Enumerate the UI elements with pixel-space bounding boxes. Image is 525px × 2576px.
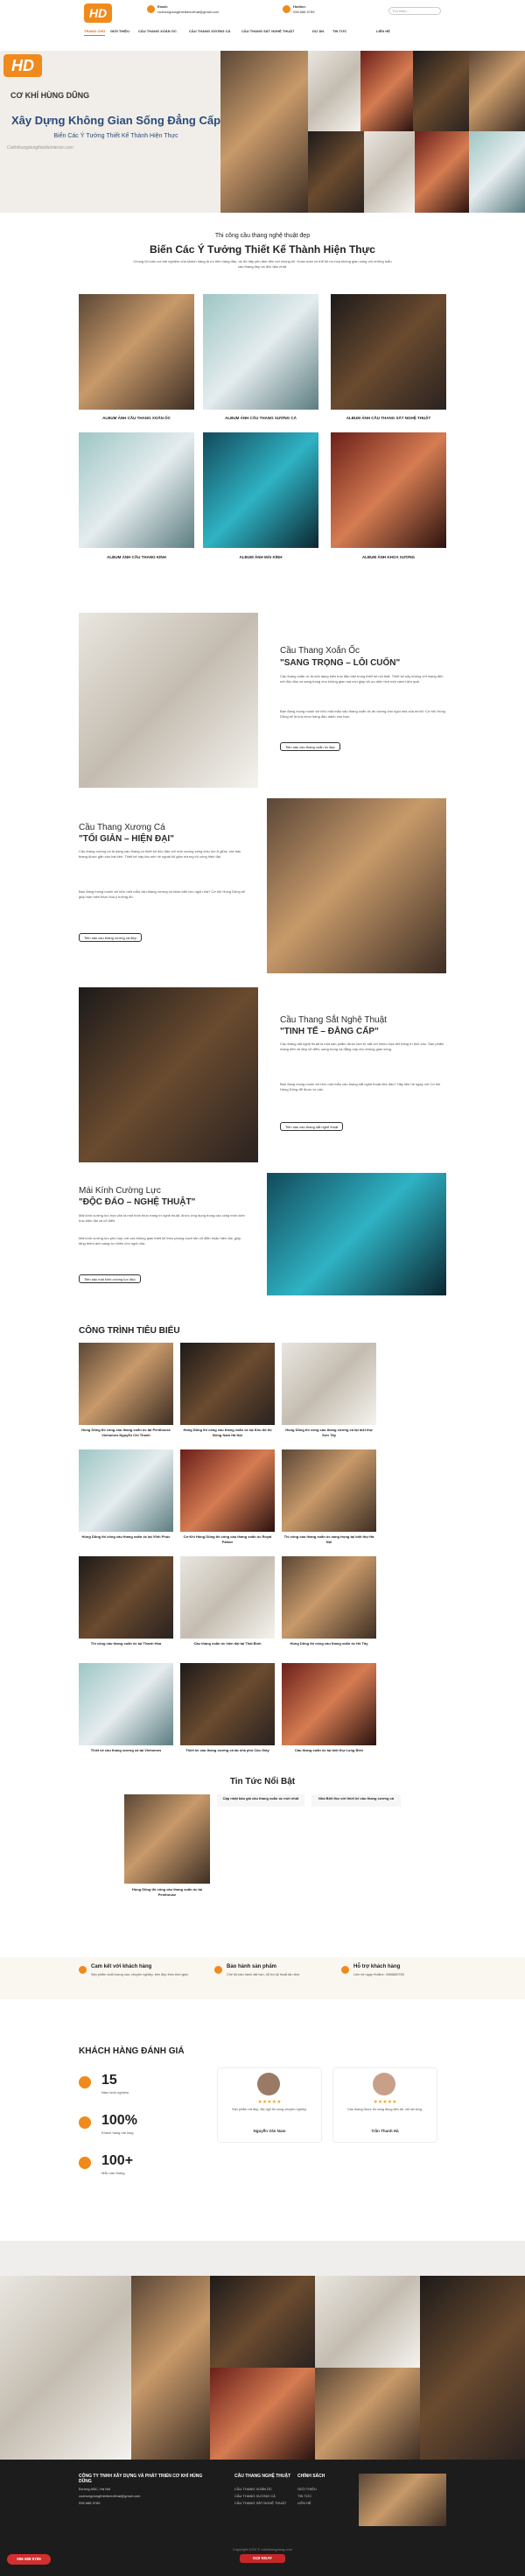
nav-item-projects[interactable]: DỰ ÁN xyxy=(312,29,325,33)
satisfaction-icon xyxy=(79,2116,91,2129)
gallery-sketch-image xyxy=(0,2276,131,2460)
work-title[interactable]: Thi công cầu thang xoắn ốc tại Thanh Hóa xyxy=(90,1641,162,1646)
stat-label-3: Mẫu cầu thang xyxy=(102,2171,125,2175)
hero-image-7 xyxy=(364,131,415,213)
footer-link-art[interactable]: CẦU THANG SẮT NGHỆ THUẬT xyxy=(234,2501,287,2505)
album-image-art[interactable] xyxy=(331,294,446,410)
work-title[interactable]: Cầu thang xoắn ốc tại biệt thự Long Biên xyxy=(294,1748,364,1752)
feature-quote-fishbone: "TỐI GIẢN – HIỆN ĐẠI" xyxy=(79,834,174,844)
avatar xyxy=(373,2073,396,2095)
commitment-icon xyxy=(79,1966,87,1974)
gallery-image-5 xyxy=(315,2368,420,2460)
footer-copyright: Copyright 2024 © cokhihungdung.com xyxy=(232,2547,293,2551)
nav-item-home[interactable]: TRANG CHỦ xyxy=(84,29,105,33)
feature-text-fishbone-1: Cầu thang xương cá là dạng cầu thang có thiết kế độc đáo với một xương sống chịu lực ở giữa, các bậc thang được gắn vào hai bên. Thiết kế này tạo nên vẻ ngoài tối giản nhưng vô cùng hiện đại. xyxy=(79,849,242,859)
work-image[interactable] xyxy=(79,1449,173,1532)
work-title[interactable]: Cơ Khí Hùng Dũng thi công cầu thang xoắn ốc Royal Palace xyxy=(183,1534,272,1544)
hero-brand: CƠ KHÍ HÙNG DŨNG xyxy=(10,91,90,100)
feature-image-fishbone xyxy=(267,798,446,973)
site-header xyxy=(0,0,525,40)
album-image-frame[interactable] xyxy=(331,432,446,548)
benefit-text-3: Liên hệ ngay Hotline: 0966889789 xyxy=(354,1973,404,1976)
footer-link-about[interactable]: GIỚI THIỆU xyxy=(298,2487,317,2491)
work-image[interactable] xyxy=(180,1663,275,1745)
benefit-title-2: Bảo hành sản phẩm xyxy=(227,1964,277,1969)
feature-button-fishbone[interactable]: Tiến sâu cầu thang xương cá đẹp xyxy=(79,933,142,942)
work-title[interactable]: Hùng Dũng thi công cầu thang xoắn ốc tại Khu đô thị Đông Nam Hà Nội xyxy=(183,1428,272,1437)
work-title[interactable]: Thiết kế cầu thang xương cá tại nhà phố Cầu Giấy xyxy=(186,1748,270,1752)
feature-button-art[interactable]: Tiến sâu cầu thang sắt nghệ thuật xyxy=(280,1122,343,1131)
feature-text-art-1: Cầu thang sắt nghệ thuật là một sản phẩm được làm từ sắt với nhiều họa tiết trang trí tinh xảo. Sản phẩm mang đến vẻ đẹp cổ điển, sang trọng và đẳng cấp cho không gian sống. xyxy=(280,1042,444,1051)
hero-banner xyxy=(0,51,525,213)
feature-title-fishbone: Cầu Thang Xương Cá xyxy=(79,823,165,832)
phone-icon xyxy=(283,5,290,13)
call-now-button[interactable]: GỌI NGAY xyxy=(240,2554,285,2563)
gallery-image-3 xyxy=(210,2368,315,2460)
album-label-glass[interactable]: ALBUM ẢNH CẦU THANG KÍNH xyxy=(107,555,166,559)
hero-image-5 xyxy=(469,51,525,131)
footer-link-fishbone[interactable]: CẦU THANG XƯƠNG CÁ xyxy=(234,2494,276,2498)
hero-image-2 xyxy=(308,51,360,131)
feature-image-spiral xyxy=(79,613,258,788)
work-image[interactable] xyxy=(282,1343,376,1425)
stat-number-1: 15 xyxy=(102,2073,117,2088)
intro-title: Biến Các Ý Tưởng Thiết Kế Thành Hiện Thực xyxy=(150,243,375,256)
work-title[interactable]: Hùng Dũng thi công cầu thang xoắn ốc tại Vĩnh Phúc xyxy=(81,1534,171,1539)
intro-kicker: Thi công cầu thang nghệ thuật đẹp xyxy=(214,233,311,239)
album-label-fishbone[interactable]: ALBUM ẢNH CẦU THANG XƯƠNG CÁ xyxy=(225,416,297,420)
hero-title: Xây Dựng Không Gian Sống Đẳng Cấp xyxy=(10,114,221,127)
work-image[interactable] xyxy=(180,1556,275,1639)
stat-number-3: 100+ xyxy=(102,2153,134,2168)
gallery-image-4 xyxy=(315,2276,420,2368)
nav-item-fishbone[interactable]: CẦU THANG XƯƠNG CÁ xyxy=(189,29,231,33)
work-image[interactable] xyxy=(79,1343,173,1425)
feature-text-spiral-1: Cầu thang xoắn ốc là một dạng kiến trúc đặc biệt trong thiết kế nội thất. Thiết kế này không chỉ mang đến nét độc đáo và sang trọng cho không gian mà còn giúp tối ưu diện tích một cách hiệu quả. xyxy=(280,674,444,684)
floating-call-button[interactable]: 096 688 9789 xyxy=(7,2554,51,2565)
news-title-2[interactable]: Cập nhật báo giá cầu thang xoắn ốc mới nhất xyxy=(222,1796,299,1800)
feature-text-roof-1: Mái kính cường lực hoa văn là một hình thức trang trí nghệ thuật, được ứng dụng trong các công trình kiến trúc hiện đại và cổ điển. xyxy=(79,1213,245,1223)
feature-title-roof: Mái Kính Cường Lực xyxy=(79,1186,161,1196)
footer-col2-heading: CẦU THANG NGHỆ THUẬT xyxy=(234,2474,291,2479)
news-title-3[interactable]: Nhà Biệt thự với thiết kế cầu thang xương cá xyxy=(318,1796,394,1800)
footer-map-image[interactable] xyxy=(359,2474,446,2526)
album-image-spiral[interactable] xyxy=(79,294,194,410)
warranty-icon xyxy=(214,1966,222,1974)
news-image-1[interactable] xyxy=(124,1794,210,1884)
feature-text-roof-2: Mái kính cường lực phù hợp với các không gian thiết kế theo phong cách tân cổ điển hoặc hiện đại, giúp tăng thêm ánh sáng tự nhiên cho ngôi nhà. xyxy=(79,1236,242,1246)
review-text-2: Cầu thang được thi công đúng tiến độ, rất hài lòng. xyxy=(347,2108,423,2111)
models-icon xyxy=(79,2157,91,2169)
hero-image-9 xyxy=(469,131,525,213)
nav-active-underline xyxy=(84,35,105,36)
hero-image-4 xyxy=(413,51,469,131)
footer-email[interactable]: cuahungdungthietkenoithat@gmail.com xyxy=(79,2494,141,2498)
news-heading: Tin Tức Nổi Bật xyxy=(229,1777,296,1786)
work-title[interactable]: Hùng Dũng thi công cầu thang xương cá tại biệt thự Sơn Tây xyxy=(285,1428,373,1437)
email-value[interactable]: cuahungdungthietkenoithat@gmail.com xyxy=(158,10,220,14)
album-image-fishbone[interactable] xyxy=(203,294,318,410)
hero-subtitle: Biến Các Ý Tưởng Thiết Kế Thành Hiện Thực xyxy=(53,133,178,139)
review-name-1: Nguyễn Văn Nam xyxy=(253,2129,286,2133)
feature-button-roof[interactable]: Tiến sâu mái kính cường lực đẹp xyxy=(79,1274,141,1283)
review-stars-2: ★★★★★ xyxy=(373,2100,397,2105)
feature-text-art-2: Bạn đang mong muốn sở hữu một mẫu cầu thang sắt nghệ thuật độc đáo? Hãy liên hệ ngay với Cơ khí Hùng Dũng để được tư vấn. xyxy=(280,1082,441,1091)
gallery-image-1 xyxy=(131,2276,210,2460)
work-title[interactable]: Thi công cầu thang xoắn ốc sang trọng tại biệt thự Hà Nội xyxy=(284,1534,374,1544)
footer-link-spiral[interactable]: CẦU THANG XOẮN ỐC xyxy=(234,2487,273,2491)
nav-item-about[interactable]: GIỚI THIỆU xyxy=(110,29,130,33)
intro-description: Chúng tôi luôn coi trải nghiệm của khách hàng là ưu tiên hàng đầu, do đó hãy yên tâm đến với chúng tôi. Hoàn toàn có thể tối ưu hóa không gian sống với những mẫu cầu thang đẹp và độc đáo nhất. xyxy=(133,259,392,269)
feature-text-spiral-2: Bạn đang mong muốn sở hữu một mẫu cầu thang xoắn ốc ấn tượng cho ngôi nhà của mình? Cơ khí Hùng Dũng sẽ là lựa chọn hàng đầu dành cho bạn. xyxy=(280,709,445,719)
feature-quote-art: "TINH TẾ – ĐẲNG CẤP" xyxy=(280,1027,379,1036)
site-logo[interactable]: HD xyxy=(84,4,112,23)
work-image[interactable] xyxy=(79,1663,173,1745)
album-label-roof[interactable]: ALBUM ẢNH MÁI KÍNH xyxy=(239,555,283,559)
work-image[interactable] xyxy=(282,1449,376,1532)
feature-image-roof xyxy=(267,1173,446,1295)
hotline-label: Hotline: xyxy=(293,4,306,9)
hero-image-3 xyxy=(360,51,413,131)
experience-icon xyxy=(79,2076,91,2088)
work-image[interactable] xyxy=(282,1663,376,1745)
gallery-image-2 xyxy=(210,2276,315,2368)
review-stars-1: ★★★★★ xyxy=(257,2100,282,2105)
work-image[interactable] xyxy=(79,1556,173,1639)
work-image[interactable] xyxy=(282,1556,376,1639)
hero-logo: HD xyxy=(4,54,42,77)
nav-item-news[interactable]: TIN TỨC xyxy=(332,29,347,33)
work-image[interactable] xyxy=(180,1343,275,1425)
stat-label-1: Năm kinh nghiệm xyxy=(102,2090,130,2095)
benefit-text-1: Sản phẩm chất lượng cao, chuyên nghiệp, bền đẹp theo thời gian. xyxy=(91,1973,189,1976)
hero-image-8 xyxy=(415,131,469,213)
hotline-value[interactable]: 096 688 9789 xyxy=(293,10,315,14)
work-title[interactable]: Hùng Dũng thi công cầu thang xoắn ốc tại Penthouse Vinhomes Nguyễn Chí Thanh xyxy=(81,1428,171,1437)
benefit-title-1: Cam kết với khách hàng xyxy=(91,1964,152,1969)
news-title-1[interactable]: Hùng Dũng thi công cầu thang xoắn ốc tại Penthouse xyxy=(131,1887,203,1897)
hero-image-1 xyxy=(220,51,308,213)
album-image-roof[interactable] xyxy=(203,432,318,548)
email-label: Email: xyxy=(158,4,169,9)
works-heading: CÔNG TRÌNH TIÊU BIỂU xyxy=(79,1326,180,1336)
feature-title-spiral: Cầu Thang Xoắn Ốc xyxy=(280,646,360,656)
feature-button-spiral[interactable]: Tiến sâu cầu thang xoắn ốc đẹp xyxy=(280,742,340,751)
footer-link-contact[interactable]: LIÊN HỆ xyxy=(298,2501,312,2505)
feature-title-art: Cầu Thang Sắt Nghệ Thuật xyxy=(280,1015,387,1025)
reviews-heading: KHÁCH HÀNG ĐÁNH GIÁ xyxy=(79,2046,185,2056)
footer-company: CÔNG TY TNHH XÂY DỰNG VÀ PHÁT TRIỂN CƠ KHÍ HÙNG DŨNG xyxy=(79,2474,203,2484)
footer-hotline[interactable]: 096 688 9789 xyxy=(79,2501,101,2505)
nav-item-art[interactable]: CẦU THANG SẮT NGHỆ THUẬT xyxy=(242,29,295,33)
email-icon xyxy=(147,5,155,13)
feature-text-fishbone-2: Bạn đang mong muốn sở hữu một mẫu cầu thang xương cá khác biệt cho ngôi nhà? Cơ khí Hùng Dũng sẽ giúp bạn hiện thực hóa ý tưởng đó. xyxy=(79,889,246,899)
footer-col3-heading: CHÍNH SÁCH xyxy=(298,2474,326,2479)
search-input[interactable]: Tìm kiếm... xyxy=(388,7,441,15)
feature-quote-spiral: "SANG TRỌNG – LÔI CUỐN" xyxy=(280,658,401,668)
work-title[interactable]: Thiết kế cầu thang xương cá tại Vinhomes xyxy=(90,1748,162,1752)
stat-number-2: 100% xyxy=(102,2113,137,2128)
support-icon xyxy=(341,1966,349,1974)
gallery-image-6 xyxy=(420,2276,525,2460)
work-title[interactable]: Hùng Dũng thi công cầu thang xoắn ốc Hồ Tây xyxy=(290,1641,368,1646)
review-text-1: Sản phẩm rất đẹp, đội ngũ thi công chuyên nghiệp. xyxy=(232,2108,307,2111)
stat-label-2: Khách hàng hài lòng xyxy=(102,2130,134,2135)
album-label-spiral[interactable]: ALBUM ẢNH CẦU THANG XOẮN ỐC xyxy=(102,416,171,420)
review-name-2: Trần Thanh Hà xyxy=(371,2129,399,2133)
nav-item-contact[interactable]: LIÊN HỆ xyxy=(376,29,390,33)
feature-image-art xyxy=(79,987,258,1162)
album-label-frame[interactable]: ALBUM ẢNH KHOA XƯƠNG xyxy=(361,555,416,559)
work-title[interactable]: Cầu thang xoắn ốc hiện đại tại Thái Bình xyxy=(193,1641,262,1646)
album-image-glass[interactable] xyxy=(79,432,194,548)
hero-website: Cokhihungdungthietkeinterior.com xyxy=(7,145,74,151)
benefit-title-3: Hỗ trợ khách hàng xyxy=(354,1964,401,1969)
work-image[interactable] xyxy=(180,1449,275,1532)
feature-quote-roof: "ĐỘC ĐÁO – NGHỆ THUẬT" xyxy=(79,1197,196,1207)
nav-item-spiral[interactable]: CẦU THANG XOẮN ỐC xyxy=(138,29,177,33)
footer-link-news[interactable]: TIN TỨC xyxy=(298,2494,312,2498)
album-label-art[interactable]: ALBUM ẢNH CẦU THANG SẮT NGHỆ THUẬT xyxy=(346,416,431,420)
benefit-text-2: Chế độ bảo hành dài hạn, hỗ trợ kỹ thuật tận tâm. xyxy=(227,1973,300,1976)
hero-image-6 xyxy=(308,131,364,213)
avatar xyxy=(257,2073,280,2095)
footer-address: Đường ABC, Hà Nội xyxy=(79,2487,111,2491)
